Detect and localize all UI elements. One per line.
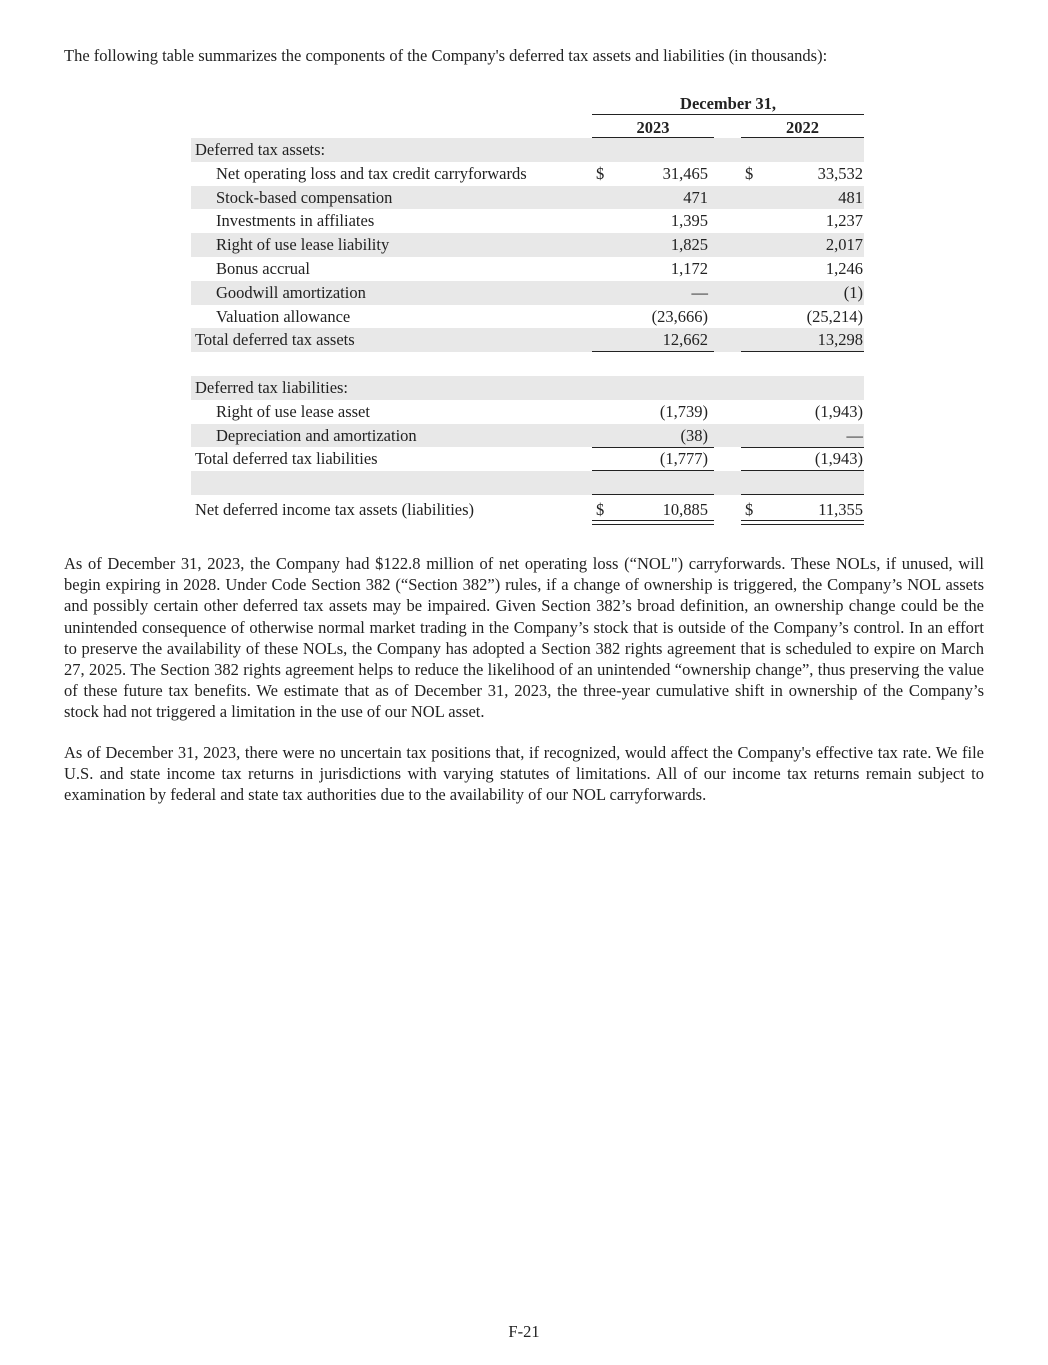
currency-symbol: $	[745, 163, 754, 183]
table-row	[191, 209, 864, 233]
value-2023: 12,662	[662, 330, 708, 350]
value-2022: 2,017	[825, 235, 863, 255]
value-2023: 1,172	[670, 258, 708, 278]
value-2022: 13,298	[817, 330, 863, 350]
row-label: Stock-based compensation	[216, 187, 393, 207]
value-2023: 1,825	[670, 235, 708, 255]
value-2023: 10,885	[662, 499, 708, 519]
double-rule	[741, 520, 864, 525]
table-row-net	[191, 495, 864, 523]
currency-symbol: $	[596, 163, 605, 183]
row-label: Net operating loss and tax credit carryforwards	[216, 163, 527, 183]
table-row	[191, 233, 864, 257]
spacer-row	[191, 471, 864, 495]
row-label: Investments in affiliates	[216, 211, 375, 231]
table-row	[191, 305, 864, 329]
value-2023: (1,777)	[659, 449, 708, 469]
value-2023: (23,666)	[651, 306, 708, 326]
value-2022: 11,355	[818, 499, 863, 519]
double-rule	[592, 520, 714, 525]
uncertain-tax-paragraph: As of December 31, 2023, there were no uncertain tax positions that, if recognized, would affect the Company's effective tax rate. We file U.S. and state income tax returns in jurisdictions with varying statutes of limitations. All of our income tax returns remain subject to examination by federal and state tax authorities due to the availability of our NOL carryforwards.	[64, 743, 984, 805]
row-label: Deferred tax liabilities:	[195, 377, 349, 397]
value-2022: —	[846, 425, 863, 445]
header-rule	[592, 114, 864, 115]
row-label: Depreciation and amortization	[216, 425, 417, 445]
table-row	[191, 424, 864, 448]
value-2022: (25,214)	[806, 306, 863, 326]
row-label: Total deferred tax assets	[195, 330, 355, 350]
row-label: Total deferred tax liabilities	[195, 449, 378, 469]
value-2023: —	[691, 282, 708, 302]
value-2023: (1,739)	[659, 401, 708, 421]
currency-symbol: $	[745, 499, 754, 519]
value-2023: (38)	[680, 425, 708, 445]
spacer-row	[191, 352, 864, 376]
table-row	[191, 257, 864, 281]
table-row-total-liabilities	[191, 447, 864, 471]
value-2022: (1)	[843, 282, 863, 302]
row-label: Valuation allowance	[216, 306, 351, 326]
table-row	[191, 281, 864, 305]
row-label: Right of use lease liability	[216, 235, 390, 255]
period-header: December 31,	[680, 94, 776, 113]
intro-text: The following table summarizes the components of the Company's deferred tax assets and liabilities (in thousands):	[64, 46, 828, 65]
value-2022: 1,246	[825, 258, 863, 278]
value-2023: 31,465	[662, 163, 708, 183]
value-2022: 33,532	[817, 163, 863, 183]
value-2022: (1,943)	[814, 401, 863, 421]
col-2022-header: 2022	[786, 118, 819, 137]
row-label: Right of use lease asset	[216, 401, 370, 421]
table-row	[191, 186, 864, 210]
table-row	[191, 162, 864, 186]
deferred-tax-table	[191, 90, 864, 523]
row-label: Bonus accrual	[216, 258, 310, 278]
col-2023-header: 2023	[636, 118, 670, 137]
value-2022: (1,943)	[814, 449, 863, 469]
row-label: Deferred tax assets:	[195, 140, 326, 159]
value-2022: 1,237	[825, 211, 863, 231]
table-row-total-assets	[191, 328, 864, 352]
currency-symbol: $	[596, 499, 605, 519]
value-2022: 481	[838, 187, 863, 207]
value-2023: 471	[683, 187, 708, 207]
table-row-liabilities-heading	[191, 376, 864, 400]
nol-paragraph: As of December 31, 2023, the Company had $122.8 million of net operating loss (“NOL") carryforwards. These NOLs, if unused, will begin expiring in 2028. Under Code Section 382 (“Section 382”) rules, if a change of ownership is triggered, the Company’s NOL assets and possibly certain other deferred tax assets may be impaired. Given Section 382’s broad definition, an ownership change could be the unintended consequence of otherwise normal market trading in the Company’s stock that is outside of the Company’s control. In an effort to preserve the availability of these NOLs, the Company has adopted a Section 382 rights agreement that is scheduled to expire on March 27, 2025. The Section 382 rights agreement helps to reduce the likelihood of an unintended “ownership change”, thus preserving the value of these future tax benefits. We estimate that as of December 31, 2023, the three-year cumulative shift in ownership of the Company’s stock had not triggered a limitation in the use of our NOL asset.	[64, 554, 984, 722]
row-label: Goodwill amortization	[216, 282, 366, 302]
page-number: F-21	[508, 1322, 540, 1341]
value-2023: 1,395	[670, 211, 708, 231]
table-row	[191, 400, 864, 424]
table-row-assets-heading	[191, 138, 864, 162]
row-label: Net deferred income tax assets (liabilities)	[195, 499, 475, 519]
table-header	[191, 90, 864, 138]
